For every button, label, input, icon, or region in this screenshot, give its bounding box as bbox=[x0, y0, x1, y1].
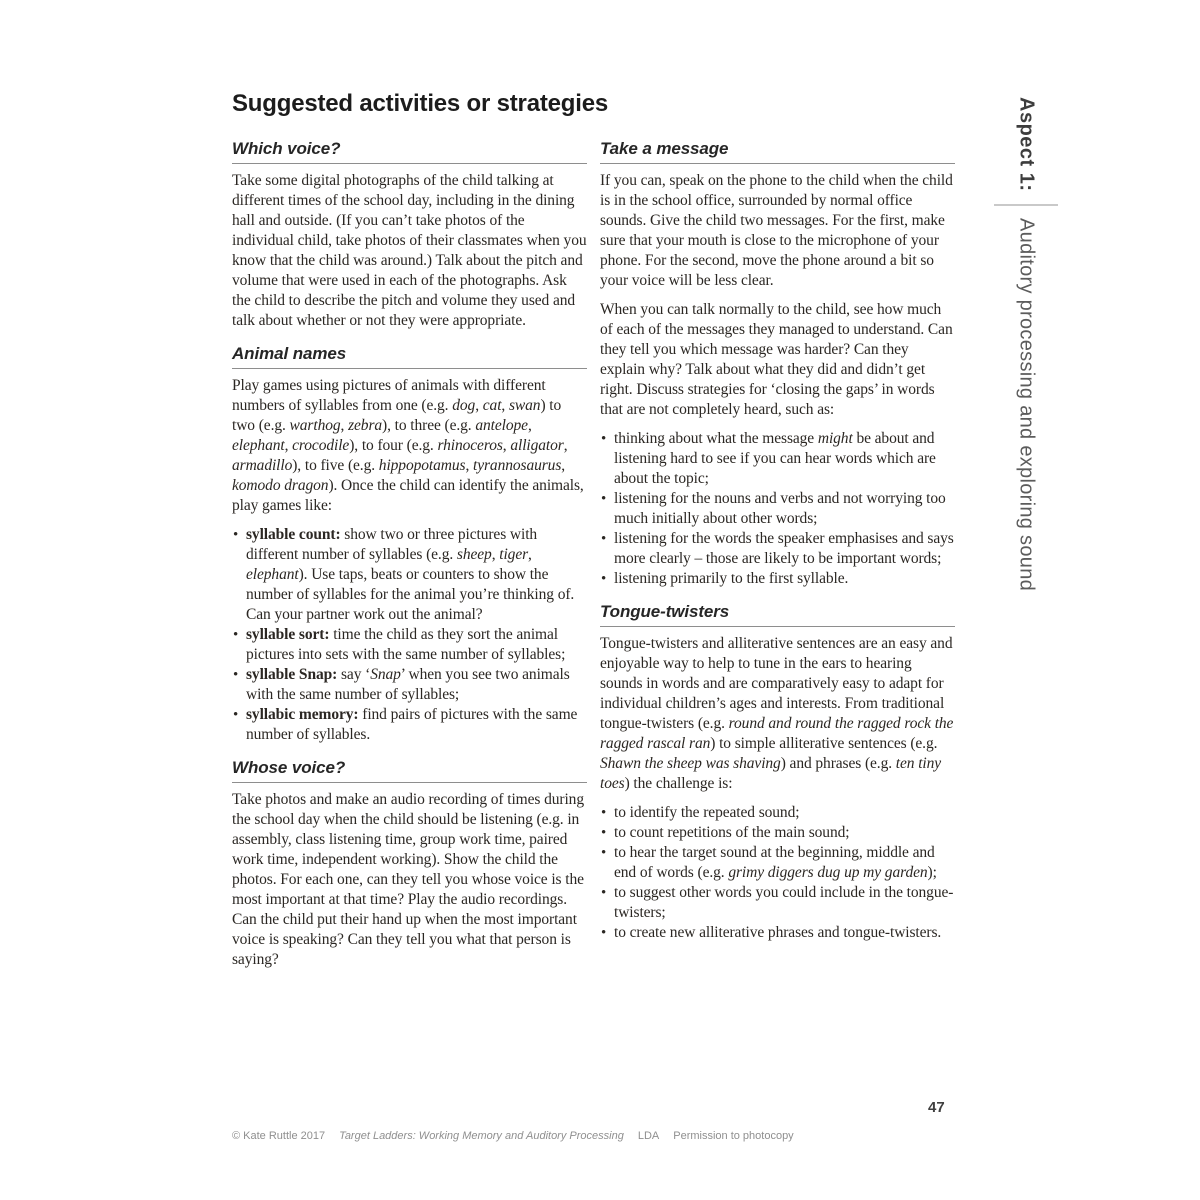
text-run: , bbox=[284, 437, 293, 454]
section bbox=[232, 139, 587, 331]
italic-text: elephant bbox=[232, 437, 285, 454]
section-heading: Tongue-twisters bbox=[600, 602, 955, 627]
text-run: ). Use taps, beats or counters to show the number of syllables for the animal you’re thinking of. Can your partner work out the animal? bbox=[246, 566, 575, 623]
italic-text: cat bbox=[482, 397, 502, 414]
footer-permission: Permission to photocopy bbox=[673, 1130, 794, 1142]
italic-text: dog bbox=[452, 397, 476, 414]
aspect-sidebar bbox=[994, 97, 1058, 591]
italic-text: tyrannosaurus bbox=[473, 457, 562, 474]
section-heading: Take a message bbox=[600, 139, 955, 164]
text-run: ) and phrases (e.g. bbox=[780, 755, 896, 772]
text-run: listening primarily to the first syllable. bbox=[614, 570, 849, 587]
text-run: Play games using pictures of animals with different numbers of syllables from one (e.g. bbox=[232, 377, 546, 414]
page-content bbox=[232, 90, 956, 983]
sidebar-divider bbox=[994, 204, 1058, 206]
list-item bbox=[600, 923, 955, 943]
italic-text: armadillo bbox=[232, 457, 293, 474]
list-item bbox=[600, 823, 955, 843]
text-run: When you can talk normally to the child, see how much of each of the messages they managed to understand. Can they tell you which message was harder? Can they explain why? Talk about what they did and didn’t get right. Discuss strategies for ‘closing the gaps’ in words that are not completely heard, such as: bbox=[600, 301, 953, 418]
page-footer bbox=[232, 1130, 956, 1142]
italic-text: round and round the ragged rock the ragged rascal ran bbox=[600, 715, 954, 752]
italic-text: komodo dragon bbox=[232, 477, 329, 494]
text-run: ). Once the child can identify the animals, play games like: bbox=[232, 477, 584, 514]
text-run: to identify the repeated sound; bbox=[614, 804, 800, 821]
page-number: 47 bbox=[928, 1099, 945, 1116]
italic-text: alligator bbox=[510, 437, 564, 454]
italic-text: swan bbox=[508, 397, 541, 414]
italic-text: Shawn the sheep was shaving bbox=[600, 755, 781, 772]
list-item bbox=[600, 489, 955, 529]
list-item bbox=[600, 569, 955, 589]
text-run: , bbox=[340, 417, 349, 434]
text-run: ) to simple alliterative sentences (e.g. bbox=[710, 735, 938, 752]
bullet-list bbox=[232, 525, 587, 745]
paragraph bbox=[600, 634, 955, 794]
text-run: ), to three (e.g. bbox=[382, 417, 476, 434]
italic-text: sheep bbox=[456, 546, 492, 563]
bullet-list bbox=[600, 429, 955, 589]
text-run: listening for the nouns and verbs and not worrying too much initially about other words; bbox=[614, 490, 946, 527]
section-heading: Which voice? bbox=[232, 139, 587, 164]
page-title: Suggested activities or strategies bbox=[232, 90, 609, 117]
text-run: listening for the words the speaker emphasises and says more clearly – those are likely to be important words; bbox=[614, 530, 954, 567]
italic-text: antelope bbox=[475, 417, 528, 434]
italic-text: elephant bbox=[246, 566, 299, 583]
italic-text: zebra bbox=[348, 417, 383, 434]
text-run: , bbox=[465, 457, 473, 474]
aspect-title: Auditory processing and exploring sound bbox=[1015, 217, 1038, 591]
italic-text: grimy diggers dug up my garden bbox=[728, 864, 928, 881]
text-run: If you can, speak on the phone to the child when the child is in the school office, surrounded by normal office sounds. Give the child two messages. For the first, make sure that your mouth is close to the microphone of your phone. For the second, move the phone around a bit so your voice will be less clear. bbox=[600, 172, 953, 289]
two-column-layout bbox=[232, 139, 956, 983]
list-item bbox=[600, 803, 955, 823]
italic-text: might bbox=[817, 430, 853, 447]
list-item bbox=[600, 429, 955, 489]
list-item bbox=[232, 525, 587, 625]
section-heading: Animal names bbox=[232, 344, 587, 369]
text-run: time the child as they sort the animal pictures into sets with the same number of syllables; bbox=[246, 626, 566, 663]
text-run: , bbox=[561, 457, 566, 474]
text-run: , bbox=[475, 397, 483, 414]
text-run: ’ when you see two animals with the same number of syllables; bbox=[246, 666, 570, 703]
text-run: ), to four (e.g. bbox=[349, 437, 438, 454]
paragraph bbox=[232, 790, 587, 970]
italic-text: ten tiny toes bbox=[600, 755, 942, 792]
text-run: Take some digital photographs of the child talking at different times of the school day, including in the dining hall and outside. (If you can’t take photos of the individual child, take photos of their classmates when you know that the child was around.) Talk about the pitch and volume that were used in each of the photographs. Ask the child to describe the pitch and volume they used and talk about whether or not they were appropriate. bbox=[232, 172, 587, 329]
text-run: to hear the target sound at the beginning, middle and end of words (e.g. bbox=[614, 844, 935, 881]
text-run: ), to five (e.g. bbox=[292, 457, 379, 474]
text-run: , bbox=[563, 437, 568, 454]
section bbox=[232, 758, 587, 970]
text-run: show two or three pictures with different number of syllables (e.g. bbox=[246, 526, 538, 563]
right-column bbox=[600, 139, 955, 956]
text-run: ) to two (e.g. bbox=[232, 397, 562, 434]
list-item bbox=[232, 705, 587, 745]
text-run: to create new alliterative phrases and tongue-twisters. bbox=[614, 924, 942, 941]
italic-text: Snap bbox=[370, 666, 401, 683]
paragraph bbox=[600, 171, 955, 291]
paragraph bbox=[232, 171, 587, 331]
italic-text: rhinoceros bbox=[437, 437, 503, 454]
bold-text: syllable sort: bbox=[246, 626, 330, 643]
bold-text: syllable Snap: bbox=[246, 666, 338, 683]
italic-text: warthog bbox=[289, 417, 341, 434]
footer-book-title: Target Ladders: Working Memory and Auditory Processing bbox=[339, 1130, 624, 1142]
bullet-list bbox=[600, 803, 955, 943]
text-run: , bbox=[527, 417, 532, 434]
bold-text: syllabic memory: bbox=[246, 706, 359, 723]
text-run: find pairs of pictures with the same number of syllables. bbox=[246, 706, 578, 743]
list-item bbox=[600, 883, 955, 923]
list-item bbox=[600, 529, 955, 569]
list-item bbox=[232, 625, 587, 665]
section bbox=[600, 602, 955, 943]
section bbox=[232, 344, 587, 745]
text-run: Tongue-twisters and alliterative sentences are an easy and enjoyable way to help to tune in the ears to hearing sounds in words and are comparatively easy to adapt for individual children’s ages and interests. From traditional tongue-twisters (e.g. bbox=[600, 635, 953, 732]
footer-copyright: © Kate Ruttle 2017 bbox=[232, 1130, 326, 1142]
bold-text: syllable count: bbox=[246, 526, 341, 543]
text-run: , bbox=[528, 546, 532, 563]
section-heading: Whose voice? bbox=[232, 758, 587, 783]
text-run: , bbox=[502, 437, 511, 454]
italic-text: hippopotamus bbox=[378, 457, 466, 474]
text-run: be about and listening hard to see if you can hear words which are about the topic; bbox=[614, 430, 936, 487]
italic-text: tiger bbox=[499, 546, 529, 563]
text-run: , bbox=[501, 397, 509, 414]
italic-text: crocodile bbox=[292, 437, 350, 454]
text-run: ) the challenge is: bbox=[624, 775, 733, 792]
list-item bbox=[600, 843, 955, 883]
text-run: say ‘ bbox=[337, 666, 371, 683]
left-column bbox=[232, 139, 587, 983]
text-run: ); bbox=[927, 864, 937, 881]
text-run: , bbox=[491, 546, 500, 563]
aspect-label: Aspect 1: bbox=[1015, 97, 1038, 192]
text-run: Take photos and make an audio recording of times during the school day when the child should be listening (e.g. in assembly, class listening time, group work time, paired work time, independent working). Show the child the photos. For each one, can they tell you whose voice is the most important at that time? Play the audio recordings. Can the child put their hand up when the most important voice is speaking? Can they tell you what that person is saying? bbox=[232, 791, 584, 968]
paragraph bbox=[232, 376, 587, 516]
text-run: to count repetitions of the main sound; bbox=[614, 824, 850, 841]
list-item bbox=[232, 665, 587, 705]
text-run: thinking about what the message bbox=[614, 430, 818, 447]
text-run: to suggest other words you could include in the tongue-twisters; bbox=[614, 884, 954, 921]
footer-publisher: LDA bbox=[637, 1130, 660, 1142]
section bbox=[600, 139, 955, 589]
paragraph bbox=[600, 300, 955, 420]
